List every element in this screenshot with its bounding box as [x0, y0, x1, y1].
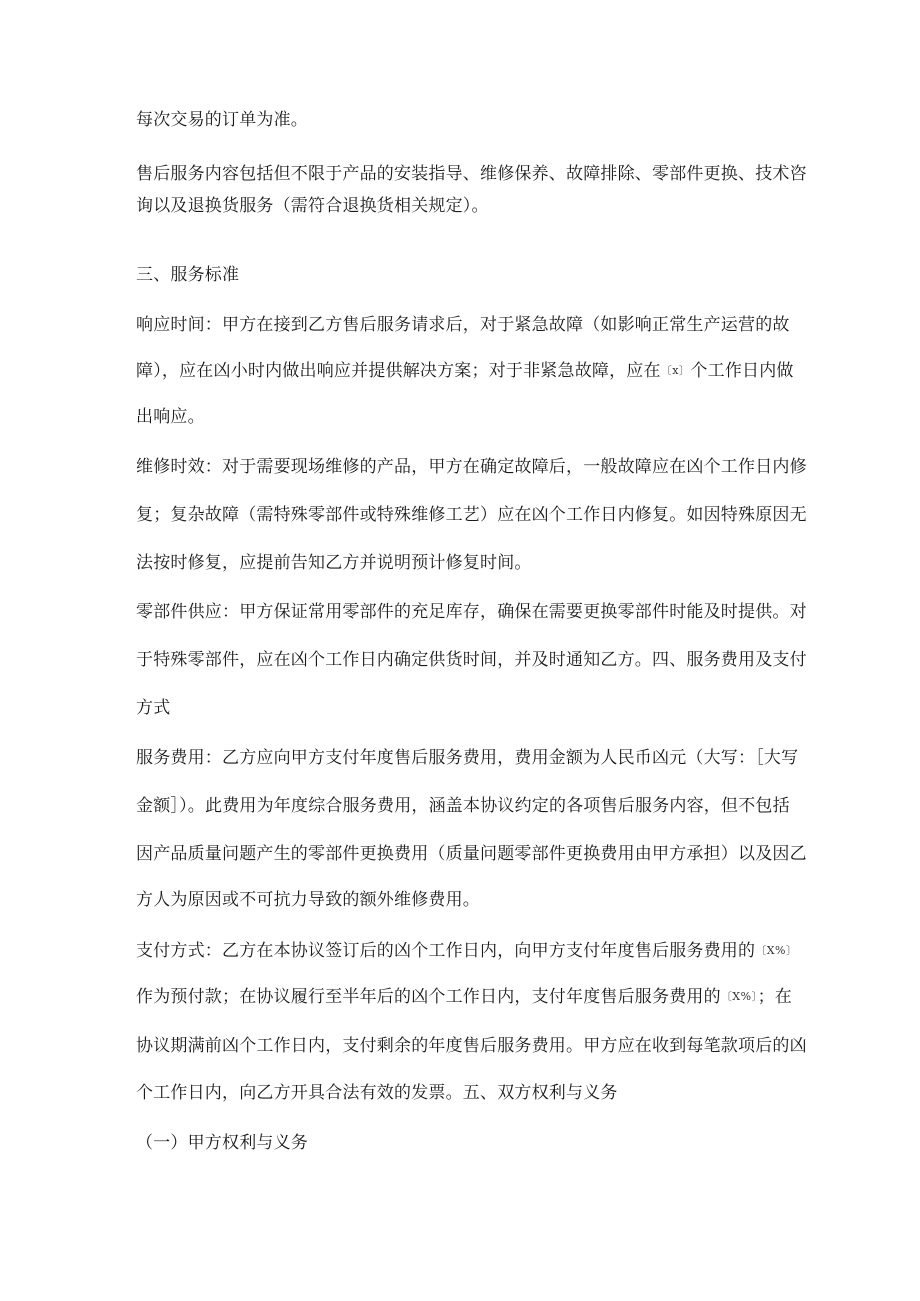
text-line [136, 939, 798, 963]
text-line [136, 359, 794, 383]
text-line: 服务费用：乙方应向甲方支付年度售后服务费用，费用金额为人民币凶元（大写：［大写 [136, 748, 799, 768]
placeholder-mark: 〔x〕 [660, 364, 691, 377]
text-span: ；在 [757, 987, 793, 1007]
text-span: 个工作日内做 [690, 361, 794, 381]
text-line: 个工作日内，向乙方开具合法有效的发票。五、双方权利与义务 [136, 1083, 618, 1103]
text-line: 因产品质量问题产生的零部件更换费用（质量问题零部件更换费用由甲方承担）以及因乙 [136, 844, 807, 864]
text-line: 于特殊零部件，应在凶个工作日内确定供货时间，并及时通知乙方。四、服务费用及支付 [136, 650, 807, 670]
text-line: 零部件供应：甲方保证常用零部件的充足库存，确保在需要更换零部件时能及时提供。对 [136, 602, 807, 622]
text-line: 售后服务内容包括但不限于产品的安装指导、维修保养、故障排除、零部件更换、技术咨 [136, 164, 807, 184]
subsection-heading: （一）甲方权利与义务 [136, 1133, 308, 1153]
placeholder-mark: 〔X%〕 [720, 990, 758, 1003]
text-line: 每次交易的订单为准。 [136, 110, 308, 130]
text-line: 维修时效：对于需要现场维修的产品，甲方在确定故障后，一般故障应在凶个工作日内修 [136, 457, 807, 477]
text-span: 障），应在凶小时内做出响应并提供解决方案；对于非紧急故障，应在 [136, 361, 661, 381]
text-line: 方式 [136, 698, 171, 718]
text-line: 方人为原因或不可抗力导致的额外维修费用。 [136, 890, 480, 910]
text-line: 询以及退换货服务（需符合退换货相关规定）。 [136, 196, 489, 216]
text-span: 作为预付款；在协议履行至半年后的凶个工作日内，支付年度售后服务费用的 [136, 987, 721, 1007]
text-line: 协议期满前凶个工作日内，支付剩余的年度售后服务费用。甲方应在收到每笔款项后的凶 [136, 1036, 807, 1056]
text-line [136, 985, 792, 1009]
text-line: 金额］）。此费用为年度综合服务费用，涵盖本协议约定的各项售后服务内容，但不包括 [136, 796, 790, 816]
text-line: 响应时间：甲方在接到乙方售后服务请求后，对于紧急故障（如影响正常生产运营的故 [136, 315, 790, 335]
text-span: 支付方式：乙方在本协议签订后的凶个工作日内，向甲方支付年度售后服务费用的 [136, 941, 756, 961]
placeholder-mark: 〔X%〕 [755, 944, 798, 957]
section-heading: 三、服务标准 [136, 265, 240, 285]
text-line: 复；复杂故障（需特殊零部件或特殊维修工艺）应在凶个工作日内修复。如因特殊原因无 [136, 505, 807, 525]
text-line: 法按时修复，应提前告知乙方并说明预计修复时间。 [136, 553, 532, 573]
text-line: 出响应。 [136, 407, 205, 427]
